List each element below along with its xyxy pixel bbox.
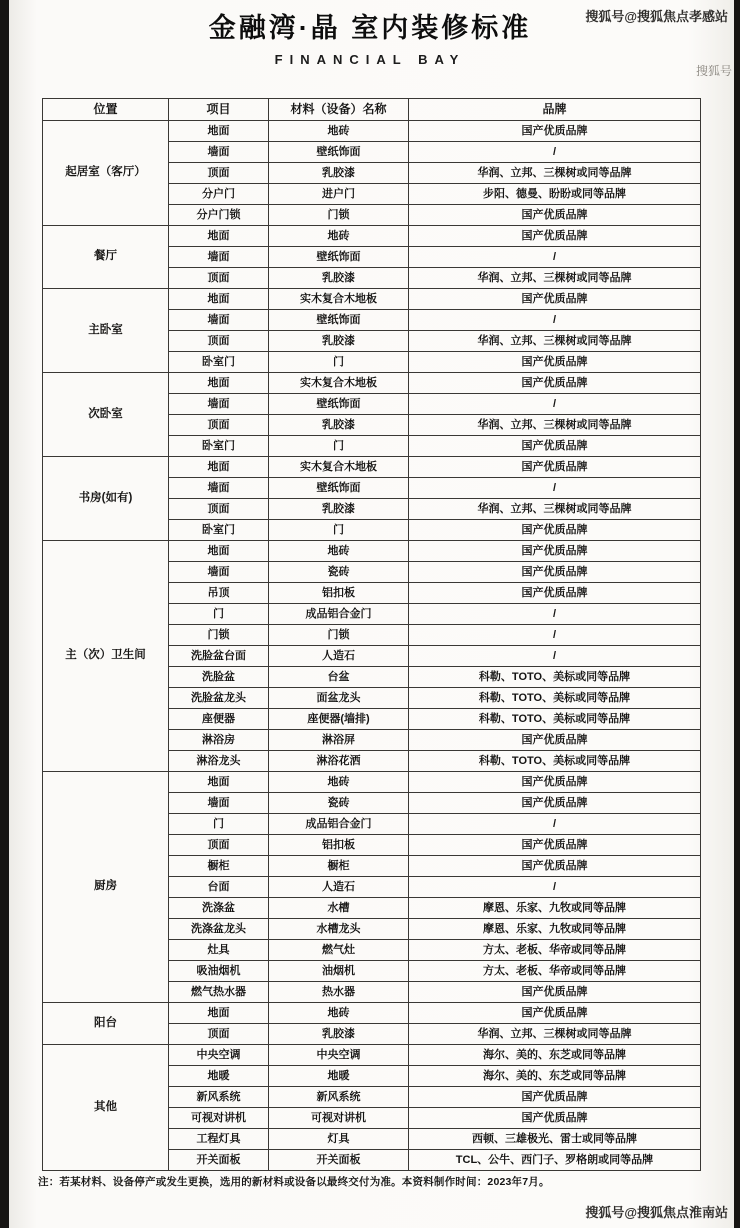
item-cell: 洗涤盆 bbox=[169, 898, 269, 919]
material-cell: 人造石 bbox=[269, 646, 409, 667]
table-row bbox=[43, 373, 701, 394]
location-cell: 阳台 bbox=[43, 1003, 169, 1045]
material-cell: 乳胶漆 bbox=[269, 415, 409, 436]
brand-cell: 海尔、美的、东芝或同等品牌 bbox=[409, 1045, 701, 1066]
location-cell: 主卧室 bbox=[43, 289, 169, 373]
material-cell: 地砖 bbox=[269, 1003, 409, 1024]
item-cell: 墙面 bbox=[169, 562, 269, 583]
brand-cell: / bbox=[409, 142, 701, 163]
table-row bbox=[43, 226, 701, 247]
header-brand: 品牌 bbox=[409, 99, 701, 121]
material-cell: 人造石 bbox=[269, 877, 409, 898]
item-cell: 门 bbox=[169, 814, 269, 835]
item-cell: 顶面 bbox=[169, 163, 269, 184]
item-cell: 地面 bbox=[169, 772, 269, 793]
material-cell: 瓷砖 bbox=[269, 562, 409, 583]
item-cell: 开关面板 bbox=[169, 1150, 269, 1171]
item-cell: 地面 bbox=[169, 373, 269, 394]
material-cell: 实木复合木地板 bbox=[269, 289, 409, 310]
brand-cell: 方太、老板、华帝或同等品牌 bbox=[409, 940, 701, 961]
brand-cell: 国产优质品牌 bbox=[409, 520, 701, 541]
item-cell: 卧室门 bbox=[169, 520, 269, 541]
material-cell: 淋浴花洒 bbox=[269, 751, 409, 772]
item-cell: 座便器 bbox=[169, 709, 269, 730]
item-cell: 洗脸盆龙头 bbox=[169, 688, 269, 709]
material-cell: 成品铝合金门 bbox=[269, 814, 409, 835]
item-cell: 工程灯具 bbox=[169, 1129, 269, 1150]
item-cell: 洗涤盆龙头 bbox=[169, 919, 269, 940]
brand-cell: 国产优质品牌 bbox=[409, 562, 701, 583]
material-cell: 地砖 bbox=[269, 772, 409, 793]
watermark-mid: 搜狐号 bbox=[695, 64, 732, 78]
item-cell: 顶面 bbox=[169, 835, 269, 856]
material-cell: 壁纸饰面 bbox=[269, 142, 409, 163]
material-cell: 门锁 bbox=[269, 205, 409, 226]
item-cell: 顶面 bbox=[169, 331, 269, 352]
location-cell: 书房(如有) bbox=[43, 457, 169, 541]
table-row bbox=[43, 457, 701, 478]
item-cell: 淋浴龙头 bbox=[169, 751, 269, 772]
material-cell: 乳胶漆 bbox=[269, 268, 409, 289]
item-cell: 墙面 bbox=[169, 310, 269, 331]
brand-cell: 国产优质品牌 bbox=[409, 541, 701, 562]
brand-cell: / bbox=[409, 478, 701, 499]
material-cell: 地砖 bbox=[269, 541, 409, 562]
brand-cell: 国产优质品牌 bbox=[409, 289, 701, 310]
material-cell: 门 bbox=[269, 520, 409, 541]
location-cell: 主（次）卫生间 bbox=[43, 541, 169, 772]
item-cell: 门 bbox=[169, 604, 269, 625]
brand-cell: 华润、立邦、三棵树或同等品牌 bbox=[409, 268, 701, 289]
location-cell: 其他 bbox=[43, 1045, 169, 1171]
material-cell: 铝扣板 bbox=[269, 835, 409, 856]
brand-cell: 科勒、TOTO、美标或同等品牌 bbox=[409, 751, 701, 772]
brand-cell: 国产优质品牌 bbox=[409, 373, 701, 394]
brand-cell: 国产优质品牌 bbox=[409, 982, 701, 1003]
item-cell: 可视对讲机 bbox=[169, 1108, 269, 1129]
brand-cell: / bbox=[409, 394, 701, 415]
brand-cell: 国产优质品牌 bbox=[409, 436, 701, 457]
location-cell: 起居室（客厅） bbox=[43, 121, 169, 226]
brand-cell: 西顿、三雄极光、雷士或同等品牌 bbox=[409, 1129, 701, 1150]
brand-cell: 国产优质品牌 bbox=[409, 793, 701, 814]
item-cell: 燃气热水器 bbox=[169, 982, 269, 1003]
brand-cell: 国产优质品牌 bbox=[409, 1003, 701, 1024]
brand-cell: 海尔、美的、东芝或同等品牌 bbox=[409, 1066, 701, 1087]
brand-cell: 科勒、TOTO、美标或同等品牌 bbox=[409, 709, 701, 730]
item-cell: 墙面 bbox=[169, 142, 269, 163]
location-cell: 次卧室 bbox=[43, 373, 169, 457]
item-cell: 分户门锁 bbox=[169, 205, 269, 226]
item-cell: 洗脸盆台面 bbox=[169, 646, 269, 667]
brand-cell: 国产优质品牌 bbox=[409, 730, 701, 751]
item-cell: 地面 bbox=[169, 121, 269, 142]
scan-edge-right bbox=[734, 0, 740, 1228]
table-row bbox=[43, 772, 701, 793]
material-cell: 面盆龙头 bbox=[269, 688, 409, 709]
item-cell: 分户门 bbox=[169, 184, 269, 205]
brand-cell: / bbox=[409, 310, 701, 331]
brand-cell: / bbox=[409, 877, 701, 898]
item-cell: 墙面 bbox=[169, 247, 269, 268]
material-cell: 实木复合木地板 bbox=[269, 373, 409, 394]
item-cell: 卧室门 bbox=[169, 436, 269, 457]
brand-cell: 华润、立邦、三棵树或同等品牌 bbox=[409, 331, 701, 352]
brand-cell: / bbox=[409, 814, 701, 835]
item-cell: 门锁 bbox=[169, 625, 269, 646]
brand-cell: 国产优质品牌 bbox=[409, 1087, 701, 1108]
brand-cell: 步阳、德曼、盼盼或同等品牌 bbox=[409, 184, 701, 205]
brand-cell: 国产优质品牌 bbox=[409, 835, 701, 856]
item-cell: 地面 bbox=[169, 457, 269, 478]
material-cell: 灯具 bbox=[269, 1129, 409, 1150]
item-cell: 淋浴房 bbox=[169, 730, 269, 751]
spec-table bbox=[42, 98, 701, 1171]
material-cell: 壁纸饰面 bbox=[269, 478, 409, 499]
item-cell: 墙面 bbox=[169, 793, 269, 814]
brand-cell: 国产优质品牌 bbox=[409, 121, 701, 142]
brand-cell: 华润、立邦、三棵树或同等品牌 bbox=[409, 499, 701, 520]
material-cell: 地暖 bbox=[269, 1066, 409, 1087]
brand-cell: 摩恩、乐家、九牧或同等品牌 bbox=[409, 898, 701, 919]
item-cell: 橱柜 bbox=[169, 856, 269, 877]
brand-cell: 华润、立邦、三棵树或同等品牌 bbox=[409, 1024, 701, 1045]
item-cell: 吸油烟机 bbox=[169, 961, 269, 982]
page-subtitle: FINANCIAL BAY bbox=[274, 52, 466, 67]
table-row bbox=[43, 1045, 701, 1066]
brand-cell: 国产优质品牌 bbox=[409, 583, 701, 604]
item-cell: 吊顶 bbox=[169, 583, 269, 604]
scan-edge-left bbox=[0, 0, 9, 1228]
brand-cell: 国产优质品牌 bbox=[409, 856, 701, 877]
material-cell: 门锁 bbox=[269, 625, 409, 646]
material-cell: 乳胶漆 bbox=[269, 1024, 409, 1045]
material-cell: 地砖 bbox=[269, 226, 409, 247]
material-cell: 铝扣板 bbox=[269, 583, 409, 604]
watermark-top: 搜狐号@搜狐焦点孝感站 bbox=[585, 9, 728, 24]
brand-cell: 科勒、TOTO、美标或同等品牌 bbox=[409, 667, 701, 688]
material-cell: 乳胶漆 bbox=[269, 499, 409, 520]
material-cell: 新风系统 bbox=[269, 1087, 409, 1108]
material-cell: 热水器 bbox=[269, 982, 409, 1003]
material-cell: 壁纸饰面 bbox=[269, 247, 409, 268]
material-cell: 开关面板 bbox=[269, 1150, 409, 1171]
material-cell: 橱柜 bbox=[269, 856, 409, 877]
page-title: 金融湾·晶 室内装修标准 bbox=[208, 13, 532, 43]
item-cell: 地面 bbox=[169, 226, 269, 247]
item-cell: 中央空调 bbox=[169, 1045, 269, 1066]
material-cell: 淋浴屏 bbox=[269, 730, 409, 751]
material-cell: 水槽龙头 bbox=[269, 919, 409, 940]
item-cell: 顶面 bbox=[169, 268, 269, 289]
table-row bbox=[43, 121, 701, 142]
material-cell: 燃气灶 bbox=[269, 940, 409, 961]
brand-cell: 国产优质品牌 bbox=[409, 226, 701, 247]
table-row bbox=[43, 541, 701, 562]
item-cell: 顶面 bbox=[169, 1024, 269, 1045]
brand-cell: 国产优质品牌 bbox=[409, 205, 701, 226]
watermark-bottom: 搜狐号@搜狐焦点淮南站 bbox=[585, 1205, 728, 1220]
item-cell: 台面 bbox=[169, 877, 269, 898]
item-cell: 新风系统 bbox=[169, 1087, 269, 1108]
material-cell: 台盆 bbox=[269, 667, 409, 688]
material-cell: 壁纸饰面 bbox=[269, 394, 409, 415]
material-cell: 瓷砖 bbox=[269, 793, 409, 814]
brand-cell: 华润、立邦、三棵树或同等品牌 bbox=[409, 415, 701, 436]
brand-cell: 华润、立邦、三棵树或同等品牌 bbox=[409, 163, 701, 184]
location-cell: 餐厅 bbox=[43, 226, 169, 289]
material-cell: 乳胶漆 bbox=[269, 163, 409, 184]
material-cell: 可视对讲机 bbox=[269, 1108, 409, 1129]
header-item: 项目 bbox=[169, 99, 269, 121]
brand-cell: 摩恩、乐家、九牧或同等品牌 bbox=[409, 919, 701, 940]
header-location: 位置 bbox=[43, 99, 169, 121]
brand-cell: 科勒、TOTO、美标或同等品牌 bbox=[409, 688, 701, 709]
brand-cell: / bbox=[409, 646, 701, 667]
brand-cell: / bbox=[409, 247, 701, 268]
item-cell: 灶具 bbox=[169, 940, 269, 961]
item-cell: 卧室门 bbox=[169, 352, 269, 373]
material-cell: 中央空调 bbox=[269, 1045, 409, 1066]
brand-cell: TCL、公牛、西门子、罗格朗或同等品牌 bbox=[409, 1150, 701, 1171]
material-cell: 门 bbox=[269, 436, 409, 457]
item-cell: 地面 bbox=[169, 1003, 269, 1024]
spec-table-body bbox=[43, 121, 701, 1171]
location-cell: 厨房 bbox=[43, 772, 169, 1003]
material-cell: 实木复合木地板 bbox=[269, 457, 409, 478]
item-cell: 顶面 bbox=[169, 415, 269, 436]
material-cell: 进户门 bbox=[269, 184, 409, 205]
header-row bbox=[43, 99, 701, 121]
material-cell: 地砖 bbox=[269, 121, 409, 142]
brand-cell: 国产优质品牌 bbox=[409, 352, 701, 373]
table-row bbox=[43, 289, 701, 310]
item-cell: 墙面 bbox=[169, 478, 269, 499]
material-cell: 壁纸饰面 bbox=[269, 310, 409, 331]
brand-cell: 方太、老板、华帝或同等品牌 bbox=[409, 961, 701, 982]
item-cell: 地面 bbox=[169, 541, 269, 562]
item-cell: 地暖 bbox=[169, 1066, 269, 1087]
material-cell: 乳胶漆 bbox=[269, 331, 409, 352]
material-cell: 成品铝合金门 bbox=[269, 604, 409, 625]
item-cell: 洗脸盆 bbox=[169, 667, 269, 688]
brand-cell: 国产优质品牌 bbox=[409, 772, 701, 793]
item-cell: 墙面 bbox=[169, 394, 269, 415]
material-cell: 水槽 bbox=[269, 898, 409, 919]
header-material: 材料（设备）名称 bbox=[269, 99, 409, 121]
item-cell: 地面 bbox=[169, 289, 269, 310]
material-cell: 油烟机 bbox=[269, 961, 409, 982]
material-cell: 门 bbox=[269, 352, 409, 373]
item-cell: 顶面 bbox=[169, 499, 269, 520]
brand-cell: / bbox=[409, 625, 701, 646]
material-cell: 座便器(墙排) bbox=[269, 709, 409, 730]
brand-cell: 国产优质品牌 bbox=[409, 457, 701, 478]
table-row bbox=[43, 1003, 701, 1024]
brand-cell: 国产优质品牌 bbox=[409, 1108, 701, 1129]
footnote: 注：若某材料、设备停产或发生更换，选用的新材料或设备以最终交付为准。本资料制作时间：2023年7月。 bbox=[38, 1176, 550, 1188]
brand-cell: / bbox=[409, 604, 701, 625]
